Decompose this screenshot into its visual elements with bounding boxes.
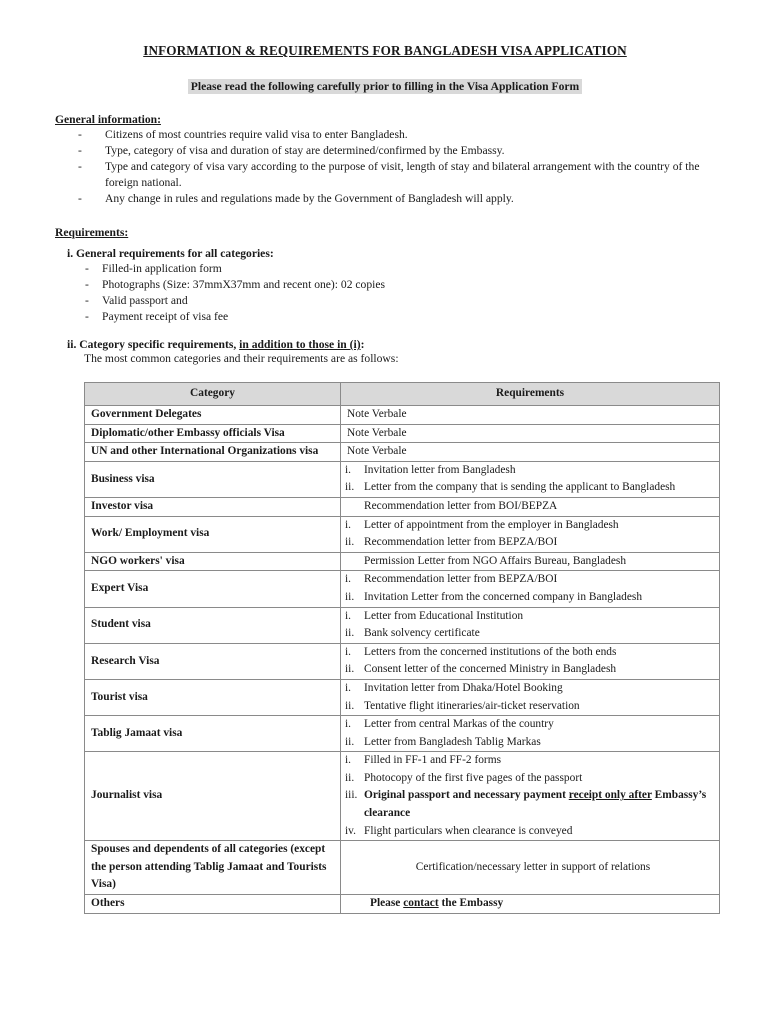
requirement-item: [343, 517, 719, 535]
requirements-cell: [341, 424, 720, 443]
table-row: [85, 461, 720, 497]
requirements-cell: [341, 895, 720, 914]
category-column-header: Category: [85, 383, 341, 406]
requirement-text: Original passport and necessary payment receipt only after Embassy’s clearance: [364, 789, 707, 820]
general-info-item: - Type and category of visa vary according to the purpose of visit, length of stay and bilateral arrangement with the country of the foreign national.: [78, 160, 700, 189]
category-cell: Student visa: [85, 607, 341, 643]
requirement-text: Invitation letter from Bangladesh: [364, 463, 516, 476]
table-row: [85, 841, 720, 895]
general-info-item: - Any change in rules and regulations made by the Government of Bangladesh will apply.: [78, 192, 514, 205]
requirements-cell: [341, 497, 720, 516]
requirements-cell: [341, 841, 720, 895]
requirement-number: ii.: [345, 627, 355, 640]
requirements-column-header: Requirements: [341, 383, 720, 406]
requirement-item: [343, 625, 719, 643]
general-info-item: - Citizens of most countries require valid visa to enter Bangladesh.: [78, 128, 408, 141]
requirement-item: [343, 698, 719, 716]
requirement-item: [343, 716, 719, 734]
requirement-text: Bank solvency certificate: [364, 627, 480, 640]
requirements-cell: [341, 552, 720, 571]
subtitle-banner: [0, 77, 770, 95]
requirement-text: Letter from Bangladesh Tablig Markas: [364, 735, 541, 748]
requirement-number: ii.: [345, 735, 355, 748]
requirement-item: [343, 752, 719, 770]
requirement-text: Letter of appointment from the employer in Bangladesh: [364, 518, 619, 531]
general-requirements-heading: i. General requirements for all categories:: [67, 247, 274, 260]
requirement-text: Recommendation letter from BOI/BEPZA: [364, 499, 558, 512]
requirements-heading: Requirements:: [55, 226, 129, 239]
requirement-number: i.: [345, 681, 352, 694]
requirement-item: [343, 534, 719, 552]
requirement-number: ii.: [345, 481, 355, 494]
requirements-cell: [341, 571, 720, 607]
requirement-text: Photocopy of the first five pages of the passport: [364, 771, 583, 784]
requirement-item: [343, 661, 719, 679]
category-cell: Others: [85, 895, 341, 914]
requirement-item: [343, 644, 719, 662]
requirement-text: Certification/necessary letter in support of relations: [415, 860, 651, 873]
requirement-number: ii.: [345, 771, 355, 784]
requirement-text: Recommendation letter from BEPZA/BOI: [364, 573, 558, 586]
general-info-item: - Type, category of visa and duration of stay are determined/confirmed by the Embassy.: [78, 144, 505, 157]
category-cell: Government Delegates: [85, 406, 341, 425]
requirement-item: [343, 589, 719, 607]
requirement-item: [343, 787, 719, 822]
category-cell: Journalist visa: [85, 752, 341, 841]
general-info-heading: General information:: [55, 113, 161, 126]
table-row: [85, 607, 720, 643]
table-row: [85, 752, 720, 841]
category-cell: Work/ Employment visa: [85, 516, 341, 552]
table-row: [85, 406, 720, 425]
requirement-number: ii.: [345, 590, 355, 603]
requirement-text: Letters from the concerned institutions of the both ends: [364, 645, 617, 658]
general-requirement-item: - Photographs (Size: 37mmX37mm and recent one): 02 copies: [85, 278, 386, 291]
general-info-list: [78, 127, 728, 207]
requirement-item: [343, 823, 719, 841]
table-header-row: [85, 383, 720, 406]
table-row: [85, 571, 720, 607]
requirement-text: Please contact the Embassy: [370, 897, 504, 910]
category-requirements-heading: ii. Category specific requirements, in addition to those in (i):: [67, 338, 365, 351]
requirement-text: Consent letter of the concerned Ministry in Bangladesh: [364, 663, 617, 676]
table-row: [85, 643, 720, 679]
page-title: INFORMATION & REQUIREMENTS FOR BANGLADESH VISA APPLICATION: [143, 43, 627, 58]
category-cell: Expert Visa: [85, 571, 341, 607]
requirements-cell: [341, 516, 720, 552]
table-row: [85, 552, 720, 571]
requirement-item: [343, 571, 719, 589]
requirement-text: Note Verbale: [347, 445, 407, 458]
category-cell: Tourist visa: [85, 679, 341, 715]
requirement-number: ii.: [345, 699, 355, 712]
category-cell: NGO workers' visa: [85, 552, 341, 571]
requirement-text: Invitation Letter from the concerned company in Bangladesh: [364, 590, 643, 603]
requirement-number: iii.: [345, 789, 358, 802]
requirements-cell: [341, 679, 720, 715]
requirements-table: [84, 382, 720, 914]
requirement-text: Note Verbale: [347, 408, 407, 420]
requirements-cell: [341, 716, 720, 752]
requirement-number: i.: [345, 609, 352, 622]
requirements-cell: [341, 461, 720, 497]
requirement-item: [343, 608, 719, 626]
category-cell: Spouses and dependents of all categories (except the person attending Tablig Jamaat and Tourists Visa): [85, 841, 341, 895]
category-cell: Tablig Jamaat visa: [85, 716, 341, 752]
requirement-item: [343, 462, 719, 480]
requirement-number: i.: [345, 573, 352, 586]
table-row: [85, 716, 720, 752]
requirement-text: Note Verbale: [347, 426, 407, 439]
table-row: [85, 516, 720, 552]
general-requirement-item: - Filled-in application form: [85, 262, 222, 275]
requirements-cell: [341, 406, 720, 425]
requirement-text: Recommendation letter from BEPZA/BOI: [364, 536, 558, 549]
requirement-text: Filled in FF-1 and FF-2 forms: [364, 754, 502, 767]
requirement-text: Letter from central Markas of the country: [364, 718, 554, 731]
requirement-number: i.: [345, 518, 352, 531]
category-cell: Research Visa: [85, 643, 341, 679]
requirement-item: [343, 770, 719, 788]
requirement-text: Permission Letter from NGO Affairs Bureau, Bangladesh: [364, 554, 627, 567]
general-requirement-item: - Payment receipt of visa fee: [85, 310, 229, 323]
requirement-text: Invitation letter from Dhaka/Hotel Booking: [364, 681, 563, 694]
requirement-number: i.: [345, 463, 352, 476]
requirements-cell: [341, 752, 720, 841]
general-requirement-item: - Valid passport and: [85, 294, 188, 307]
requirement-number: i.: [345, 645, 352, 658]
requirement-text: Letter from Educational Institution: [364, 609, 524, 622]
requirements-cell: [341, 643, 720, 679]
requirement-number: i.: [345, 754, 352, 767]
category-cell: Investor visa: [85, 497, 341, 516]
category-cell: Business visa: [85, 461, 341, 497]
requirement-text: Tentative flight itineraries/air-ticket reservation: [364, 699, 580, 712]
requirement-number: ii.: [345, 663, 355, 676]
table-row: [85, 443, 720, 462]
requirement-number: i.: [345, 718, 352, 731]
category-cell: UN and other International Organizations visa: [85, 443, 341, 462]
requirement-item: [343, 734, 719, 752]
category-intro: The most common categories and their requirements are as follows:: [84, 352, 399, 365]
category-cell: Diplomatic/other Embassy officials Visa: [85, 424, 341, 443]
table-row: [85, 895, 720, 914]
table-row: [85, 424, 720, 443]
requirement-text: Letter from the company that is sending the applicant to Bangladesh: [364, 481, 676, 494]
requirements-cell: [341, 607, 720, 643]
table-row: [85, 679, 720, 715]
requirement-number: ii.: [345, 536, 355, 549]
general-requirements-list: [85, 261, 585, 325]
subtitle: Please read the following carefully prior to filling in the Visa Application Form: [188, 79, 582, 94]
requirement-text: Flight particulars when clearance is conveyed: [364, 824, 573, 837]
requirement-number: iv.: [345, 824, 356, 837]
contact-link: contact: [403, 897, 439, 910]
requirement-item: [343, 479, 719, 497]
requirement-item: [343, 680, 719, 698]
requirements-cell: [341, 443, 720, 462]
table-row: [85, 497, 720, 516]
